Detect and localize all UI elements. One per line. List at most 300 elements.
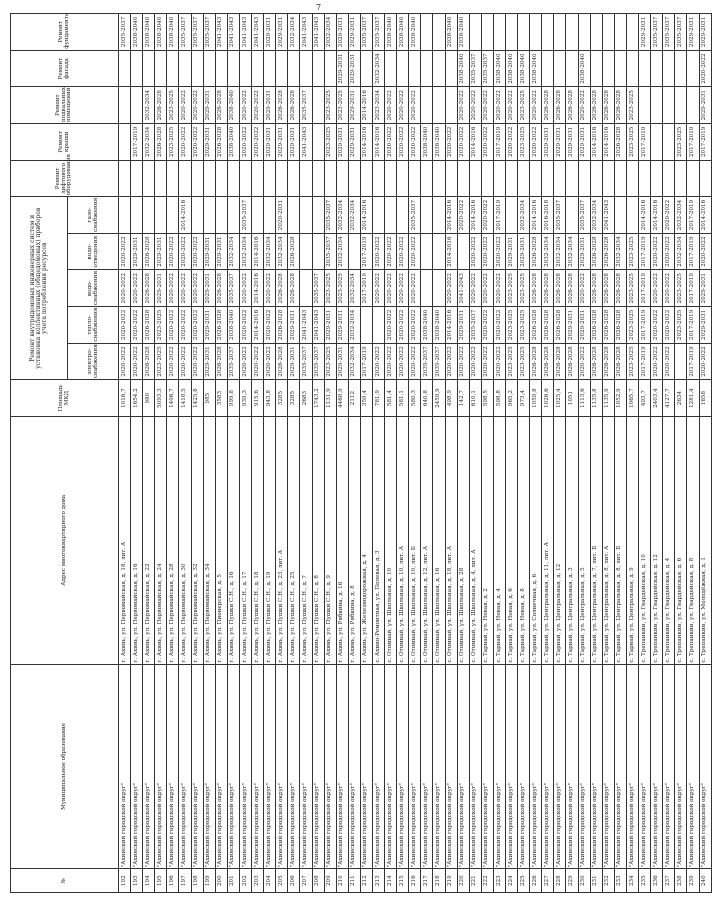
row-water: 2020-2022 [385,270,397,307]
row-drain: 2032-2034 [336,233,348,270]
row-area: 1743,2 [312,380,324,417]
table-row [324,14,336,893]
row-water: 2026-2028 [215,270,227,307]
row-area: 999,8 [227,380,239,417]
row-basement [421,87,433,124]
row-water: 2026-2028 [614,270,626,307]
row-lift [203,160,215,197]
row-water: 2020-2022 [663,270,675,307]
row-water: 2017-2019 [687,270,699,307]
row-electro: 2026-2028 [566,343,578,380]
row-drain: 2026-2028 [288,233,300,270]
row-basement: 2026-2028 [215,87,227,124]
row-water: 2026-2028 [602,270,614,307]
row-heat: 2023-2025 [506,307,518,344]
row-number: 209 [324,869,336,893]
row-foundation [578,14,590,51]
row-facade [639,50,651,87]
row-area: 2683 [300,380,312,417]
row-foundation: 2038-2040 [155,14,167,51]
row-number: 237 [663,869,675,893]
row-electro: 2020-2022 [397,343,409,380]
row-municipality: "Ахинский городской округ" [687,664,699,869]
row-water: 2029-2031 [203,270,215,307]
row-basement: 2020-2022 [397,87,409,124]
row-facade: 2038-2040 [530,50,542,87]
row-heat [372,307,384,344]
row-gas [131,197,143,234]
row-water: 2035-2037 [312,270,324,307]
table-row [469,14,481,893]
row-water: 2020-2022 [578,270,590,307]
table-row [554,14,566,893]
row-roof: 2026-2028 [155,124,167,161]
row-lift [602,160,614,197]
row-foundation: 2038-2040 [445,14,457,51]
row-roof: 2032-2034 [143,124,155,161]
row-foundation: 2041-2043 [300,14,312,51]
row-drain: 2020-2022 [409,233,421,270]
row-heat: 2026-2028 [276,307,288,344]
table-row [336,14,348,893]
row-number: 228 [554,869,566,893]
row-address: г. Ахинь, ул. Рябкина, д. 16 [336,416,348,664]
row-water: 2026-2028 [542,270,554,307]
row-municipality: "Ахинский городской округ" [578,664,590,869]
row-facade [409,50,421,87]
row-area: 359,4 [360,380,372,417]
row-area: 4468,9 [336,380,348,417]
row-municipality: "Ахинский городской округ" [626,664,638,869]
table-row [397,14,409,893]
row-facade [385,50,397,87]
row-basement: 2020-2022 [191,87,203,124]
row-number: 220 [457,869,469,893]
row-foundation [481,14,493,51]
table-row [215,14,227,893]
row-facade [675,50,687,87]
table-row [239,14,251,893]
row-drain: 2032-2034 [614,233,626,270]
row-lift [324,160,336,197]
row-heat: 2026-2028 [542,307,554,344]
row-electro: 2020-2022 [578,343,590,380]
row-lift [312,160,324,197]
row-lift [300,160,312,197]
row-water: 2020-2022 [264,270,276,307]
row-heat: 2026-2028 [215,307,227,344]
row-electro: 2017-2019 [687,343,699,380]
row-gas [119,197,131,234]
row-address: г. Ахинь, ул. Пионерская, д. 5 [215,416,227,664]
row-drain: 2029-2031 [518,233,530,270]
row-address: с. Тарнай, ул. Центральная, д. 11, лит. А [542,416,554,664]
table-row [385,14,397,893]
row-municipality: "Ахинский городской округ" [542,664,554,869]
row-municipality: "Ахинский городской округ" [203,664,215,869]
row-heat: 2026-2028 [614,307,626,344]
row-address: с. Трепанкин, ул. Гвардейская, д. 6 [675,416,687,664]
row-water: 2026-2028 [276,270,288,307]
header-municipality: Муниципальное образование [11,664,119,869]
row-gas [215,197,227,234]
table-row [288,14,300,893]
row-basement: 2023-2025 [324,87,336,124]
row-area: 5093,3 [155,380,167,417]
row-lift [421,160,433,197]
row-facade: 2020-2022 [699,50,711,87]
row-address: с. Трепанкин, ул. Гвардейская, д. 10 [639,416,651,664]
row-basement: 2029-2031 [264,87,276,124]
row-lift [397,160,409,197]
row-heat: 2020-2022 [651,307,663,344]
row-heat: 2020-2022 [663,307,675,344]
row-basement [639,87,651,124]
row-roof: 2020-2022 [397,124,409,161]
row-facade: 2035-2037 [469,50,481,87]
row-water: 2020-2022 [131,270,143,307]
table-row [457,14,469,893]
row-facade [300,50,312,87]
row-area: 498,9 [445,380,457,417]
row-roof: 2017-2019 [493,124,505,161]
row-electro: 2023-2025 [324,343,336,380]
row-municipality: "Ахинский городской округ" [675,664,687,869]
row-lift [493,160,505,197]
row-heat: 2020-2022 [179,307,191,344]
row-heat: 2020-2022 [385,307,397,344]
row-heat: 2038-2040 [421,307,433,344]
row-heat: 2032-2034 [348,307,360,344]
row-lift [675,160,687,197]
row-area: 598,8 [493,380,505,417]
row-lift [143,160,155,197]
row-number: 192 [119,869,131,893]
row-number: 206 [288,869,300,893]
row-basement: 2014-2016 [360,87,372,124]
table-row [590,14,602,893]
row-basement: 2026-2028 [155,87,167,124]
row-electro: 2020-2022 [372,343,384,380]
table-row [481,14,493,893]
row-facade [421,50,433,87]
row-area: 1654,2 [131,380,143,417]
row-roof: 2014-2016 [590,124,602,161]
table-row [119,14,131,893]
row-roof: 2026-2028 [215,124,227,161]
row-number: 202 [239,869,251,893]
row-municipality: "Ахинский городской округ" [445,664,457,869]
row-heat: 2041-2043 [312,307,324,344]
row-area: 1135,9 [602,380,614,417]
row-address: с. Отомнай, ул. Школьная, д. 4, лит. А [469,416,481,664]
row-area: 1425,8 [191,380,203,417]
header-area: Площадь МКД [11,380,119,417]
row-water: 2029-2031 [155,270,167,307]
row-heat: 2014-2016 [252,307,264,344]
table-row [348,14,360,893]
row-water [300,270,312,307]
row-foundation: 2035-2037 [119,14,131,51]
row-heat: 2023-2025 [626,307,638,344]
row-municipality: "Ахинский городской округ" [360,664,372,869]
row-gas [143,197,155,234]
row-number: 225 [518,869,530,893]
row-municipality: "Ахинский городской округ" [348,664,360,869]
row-heat [360,307,372,344]
row-lift [554,160,566,197]
row-area: 2112 [348,380,360,417]
row-gas [421,197,433,234]
row-drain: 2020-2022 [167,233,179,270]
row-municipality: "Ахинский городской округ" [457,664,469,869]
row-address: г. Ахинь, ул. Пушки С.Н., д. 17 [239,416,251,664]
row-roof: 2020-2022 [409,124,421,161]
row-roof: 2029-2031 [276,124,288,161]
row-water: 2041-2043 [457,270,469,307]
table-row [566,14,578,893]
row-basement: 2020-2022 [469,87,481,124]
row-heat: 2026-2028 [590,307,602,344]
row-heat: 2017-2019 [639,307,651,344]
row-drain: 2032-2034 [542,233,554,270]
row-drain [312,233,324,270]
header-foundation: Ремонт фундамента [11,14,119,51]
row-roof: 2038-2040 [227,124,239,161]
row-drain: 2026-2028 [602,233,614,270]
row-basement [675,87,687,124]
row-lift [131,160,143,197]
row-roof [312,124,324,161]
row-basement: 2026-2028 [276,87,288,124]
row-heat: 2038-2040 [227,307,239,344]
row-electro: 2026-2028 [614,343,626,380]
row-area: 581,1 [397,380,409,417]
row-area: 1051 [566,380,578,417]
row-electro: 2020-2022 [264,343,276,380]
row-facade [215,50,227,87]
row-lift [506,160,518,197]
row-address: с. Тарнай, ул. Центральная, д. 8, лит. Б [614,416,626,664]
row-drain [300,233,312,270]
row-number: 210 [336,869,348,893]
table-row [578,14,590,893]
row-basement: 2020-2022 [530,87,542,124]
row-gas: 2035-2037 [324,197,336,234]
row-water: 2020-2022 [179,270,191,307]
row-foundation: 2038-2040 [409,14,421,51]
row-electro: 2029-2031 [336,343,348,380]
row-water: 2023-2025 [336,270,348,307]
row-basement [433,87,445,124]
row-area: 4127,7 [663,380,675,417]
row-gas [300,197,312,234]
row-lift [614,160,626,197]
row-gas [227,197,239,234]
row-electro: 2017-2019 [639,343,651,380]
row-number: 226 [530,869,542,893]
row-roof: 2029-2031 [578,124,590,161]
table-row [639,14,651,893]
row-address: г. Ахинь, ул. Первомайская, д. 34 [203,416,215,664]
row-gas [264,197,276,234]
row-facade [397,50,409,87]
row-water: 2026-2028 [566,270,578,307]
row-electro: 2020-2022 [409,343,421,380]
row-facade [687,50,699,87]
row-basement: 2020-2022 [252,87,264,124]
row-lift [191,160,203,197]
row-municipality: "Ахинский городской округ" [324,664,336,869]
row-lift [336,160,348,197]
row-gas: 2020-2031 [276,197,288,234]
row-basement: 2020-2022 [385,87,397,124]
row-municipality: "Ахинский городской округ" [699,664,711,869]
row-address: с. Трепанкин, ул. Молодёжная, д. 1 [699,416,711,664]
row-number: 199 [203,869,215,893]
row-electro: 2029-2031 [288,343,300,380]
row-roof: 2020-2022 [179,124,191,161]
row-roof: 2029-2031 [554,124,566,161]
row-roof: 2014-2016 [469,124,481,161]
row-municipality: "Ахинский городской округ" [530,664,542,869]
row-electro: 2020-2022 [493,343,505,380]
row-foundation [566,14,578,51]
row-roof: 2020-2022 [506,124,518,161]
row-electro: 2020-2022 [239,343,251,380]
row-basement [119,87,131,124]
row-foundation [493,14,505,51]
row-address: с. Тарнай, ул. Центральная, д. 8, лит. А [602,416,614,664]
row-address: г. Ахинь, ул. Железнодорожная, д. 4 [360,416,372,664]
row-number: 198 [191,869,203,893]
row-roof: 2020-2022 [385,124,397,161]
row-foundation: 2035-2037 [651,14,663,51]
row-foundation [518,14,530,51]
row-foundation: 2029-2031 [639,14,651,51]
row-facade [227,50,239,87]
row-water: 2026-2028 [530,270,542,307]
row-area: 1658 [699,380,711,417]
row-electro: 2020-2022 [252,343,264,380]
row-drain: 2029-2031 [131,233,143,270]
row-municipality: "Ахинский городской округ" [566,664,578,869]
row-heat: 2023-2025 [675,307,687,344]
row-electro: 2026-2028 [530,343,542,380]
row-lift [179,160,191,197]
row-basement: 2026-2028 [288,87,300,124]
row-address: г. Ахинь, ул. Пушки С.Н., д. 19 [264,416,276,664]
row-electro: 2023-2025 [626,343,638,380]
row-water: 2020-2022 [119,270,131,307]
row-electro: 2035-2037 [312,343,324,380]
row-municipality: "Ахинский городской округ" [590,664,602,869]
row-roof [119,124,131,161]
row-gas: 2035-2037 [239,197,251,234]
table-row [312,14,324,893]
row-water: 2023-2025 [324,270,336,307]
table-row [687,14,699,893]
row-electro: 2020-2022 [119,343,131,380]
row-municipality: "Ахинский городской округ" [506,664,518,869]
row-roof: 2014-2016 [372,124,384,161]
table-row [542,14,554,893]
row-roof: 2014-2016 [360,124,372,161]
row-number: 207 [300,869,312,893]
row-electro: 2020-2022 [663,343,675,380]
row-electro: 2035-2037 [421,343,433,380]
row-drain: 2026-2028 [590,233,602,270]
table-body [119,14,712,893]
row-gas [614,197,626,234]
row-water: 2020-2022 [167,270,179,307]
row-gas: 2017-2019 [687,197,699,234]
table-row [409,14,421,893]
row-number: 193 [131,869,143,893]
row-foundation: 2029-2031 [348,14,360,51]
row-drain: 2020-2022 [699,233,711,270]
row-basement: 2026-2028 [542,87,554,124]
row-area: 142,7 [457,380,469,417]
row-foundation [542,14,554,51]
row-roof: 2020-2022 [252,124,264,161]
row-drain: 2020-2022 [191,233,203,270]
row-address: г. Ахинь, ул. Первомайская, д. 24 [155,416,167,664]
row-number: 222 [481,869,493,893]
row-foundation: 2038-2040 [385,14,397,51]
row-drain: 2029-2031 [578,233,590,270]
row-municipality: "Ахинский городской округ" [264,664,276,869]
row-heat: 2023-2025 [155,307,167,344]
header-address: Адрес многоквартирного дома [11,416,119,664]
row-heat: 2020-2022 [409,307,421,344]
table-row [264,14,276,893]
row-water: 2032-2034 [348,270,360,307]
row-number: 200 [215,869,227,893]
row-lift [626,160,638,197]
row-number: 216 [409,869,421,893]
row-lift [445,160,457,197]
row-water: 2014-2016 [252,270,264,307]
row-facade [131,50,143,87]
row-electro: 2023-2025 [506,343,518,380]
row-area: 598,5 [481,380,493,417]
row-address: с. Отомнай, ул. Школьная, д. 10, лит. А [397,416,409,664]
row-facade: 2038-2040 [457,50,469,87]
table-row [252,14,264,893]
row-electro: 2020-2022 [651,343,663,380]
row-drain: 2020-2022 [481,233,493,270]
row-basement: 2038-2040 [227,87,239,124]
row-address: с. Тарнай, ул. Новая, д. 6 [506,416,518,664]
row-basement: 2026-2028 [566,87,578,124]
row-electro: 2020-2022 [385,343,397,380]
row-number: 212 [360,869,372,893]
row-number: 194 [143,869,155,893]
row-roof: 2020-2022 [530,124,542,161]
table-row [227,14,239,893]
row-drain: 2029-2031 [506,233,518,270]
row-address: с. Тарнай, ул. Новая, д. 4 [493,416,505,664]
row-water: 2026-2028 [554,270,566,307]
row-number: 234 [626,869,638,893]
row-facade: 2038-2040 [493,50,505,87]
row-municipality: "Ахинский городской округ" [518,664,530,869]
row-drain: 2032-2034 [264,233,276,270]
row-heat: 2020-2022 [167,307,179,344]
row-lift [530,160,542,197]
row-water: 2020-2022 [372,270,384,307]
